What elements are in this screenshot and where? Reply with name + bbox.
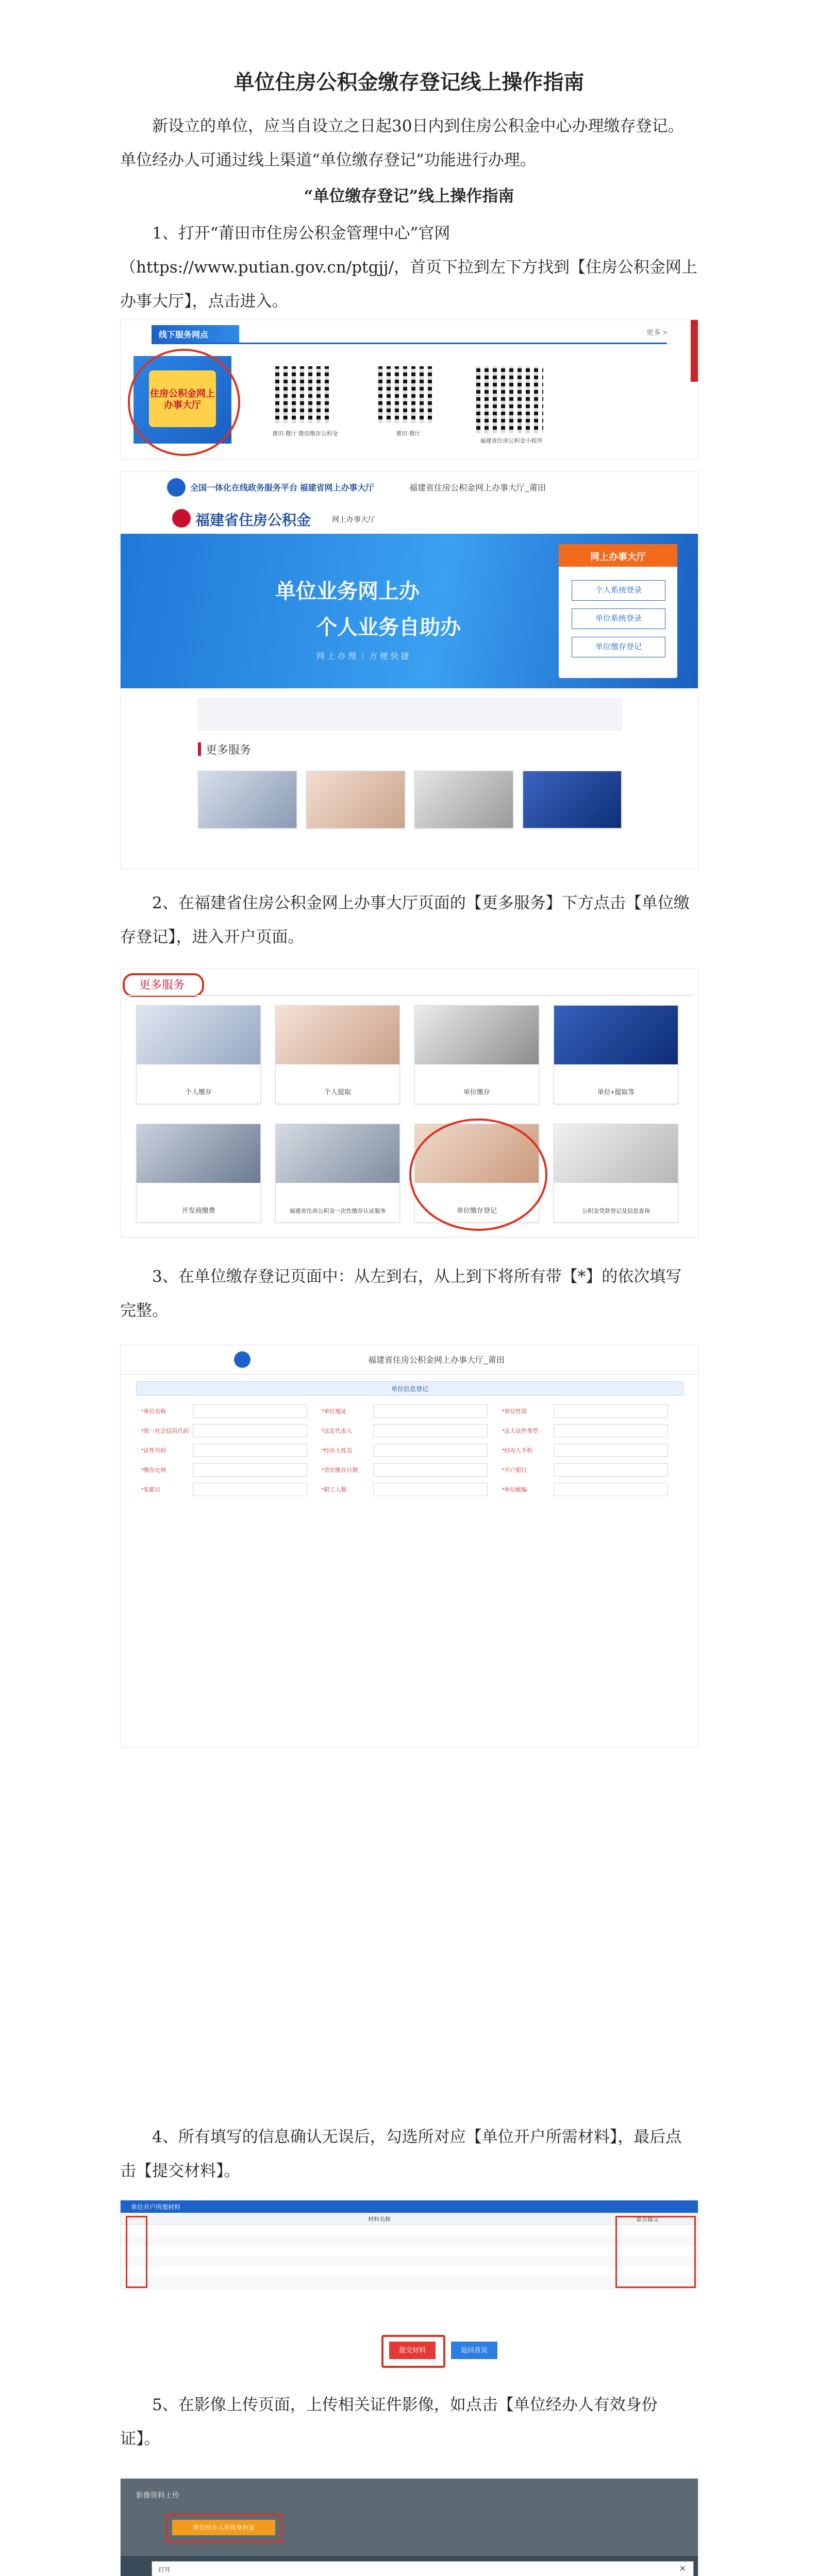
highlight-box	[615, 2216, 696, 2288]
brand-name: 福建省住房公积金	[195, 512, 311, 528]
form-field[interactable]	[193, 1424, 307, 1437]
screenshot-materials	[120, 2200, 698, 2289]
file-dialog-title: 打开	[158, 2566, 171, 2573]
form-field[interactable]	[554, 1444, 668, 1457]
screenshot-official-site	[120, 319, 698, 460]
more-services-header: 更多服务	[139, 978, 185, 991]
qr-caption: 莆田·微厅	[396, 431, 421, 437]
section-tab	[152, 325, 239, 343]
service-card[interactable]	[414, 1005, 539, 1104]
service-card-label: 公积金贷款登记及信息查询	[582, 1208, 650, 1214]
highlight-box	[381, 2335, 445, 2368]
upload-page	[121, 2479, 698, 2556]
materials-header: 单位开户所需材料	[131, 2204, 181, 2211]
service-card-label: 个人缴存	[185, 1088, 212, 1096]
section-heading: 线下服务网点	[159, 331, 209, 340]
file-dialog-titlebar	[152, 2562, 693, 2576]
login-panel	[559, 544, 677, 678]
service-card[interactable]	[554, 1005, 678, 1104]
form-field[interactable]	[373, 1404, 488, 1418]
step4-text: 4、所有填写的信息确认无误后，勾选所对应【单位开户所需材料】，最后点击【提交材料】。	[120, 2128, 682, 2180]
qr-caption: 莆田·微厅 微信缴存公积金	[272, 431, 338, 437]
service-card[interactable]	[136, 1005, 261, 1104]
materials-col-status: 是否提交	[636, 2216, 659, 2223]
form-label: *经办人手机	[502, 1448, 533, 1454]
upload-title: 影像资料上传	[136, 2491, 179, 2499]
form-label: *单位性质	[502, 1409, 527, 1415]
more-services-heading: 更多服务	[206, 743, 252, 756]
top-right-text: 福建省住房公积金网上办事大厅_莆田	[409, 484, 546, 493]
slogan-1: 单位业务网上办	[275, 580, 420, 603]
notice-strip	[198, 699, 622, 731]
service-card[interactable]	[136, 1124, 261, 1223]
unit-register-button[interactable]: 单位缴存登记	[572, 637, 665, 657]
form-field[interactable]	[193, 1404, 307, 1418]
form-field[interactable]	[193, 1444, 307, 1457]
slogan-2: 个人业务自助办	[316, 616, 461, 639]
form-label: *首次缴存日期	[322, 1467, 358, 1473]
form-field[interactable]	[373, 1424, 488, 1437]
form-label: *单位邮编	[502, 1487, 527, 1493]
screenshot-register-form	[120, 1345, 698, 1748]
login-panel-title: 网上办事大厅	[590, 552, 646, 562]
form-field[interactable]	[193, 1483, 307, 1496]
brand-logo-icon	[172, 509, 191, 528]
divider	[126, 995, 693, 996]
service-card-label: 个人提取	[324, 1088, 351, 1096]
doc-title: 单位住房公积金缴存登记线上操作指南	[233, 71, 585, 94]
more-link[interactable]: 更多 >	[646, 328, 667, 336]
form-field[interactable]	[373, 1444, 488, 1457]
materials-header-bar	[121, 2200, 698, 2213]
form-label: *职工人数	[322, 1487, 347, 1493]
form-field[interactable]	[373, 1463, 488, 1477]
service-card-label: 单位缴存登记	[456, 1207, 497, 1214]
gov-logo-icon	[167, 478, 186, 497]
form-field[interactable]	[193, 1463, 307, 1477]
form-field[interactable]	[554, 1404, 668, 1418]
qr-code-icon	[378, 366, 435, 423]
service-card[interactable]	[275, 1005, 400, 1104]
form-field[interactable]	[554, 1424, 668, 1437]
subtitle: “单位缴存登记”线上操作指南	[304, 187, 514, 206]
service-thumbnail[interactable]	[198, 771, 297, 828]
brand-bar	[121, 503, 698, 534]
section-marker	[198, 742, 201, 756]
side-strip	[691, 320, 698, 382]
unit-login-button[interactable]: 单位系统登录	[572, 608, 665, 629]
form-field[interactable]	[373, 1483, 488, 1496]
screenshot-service-hall	[120, 471, 698, 869]
form-label: *统一社会信用代码	[141, 1428, 189, 1434]
service-thumbnail[interactable]	[523, 771, 622, 828]
materials-rows	[121, 2225, 698, 2287]
service-card[interactable]	[275, 1124, 400, 1223]
form-section	[136, 1381, 683, 1396]
form-section-title: 单位信息登记	[391, 1385, 428, 1393]
slogan-3: 网 上 办 理 ｜ 方 便 快 捷	[316, 652, 409, 661]
form-header: 福建省住房公积金网上办事大厅_莆田	[368, 1356, 505, 1365]
form-field[interactable]	[554, 1463, 668, 1477]
close-icon[interactable]: ✕	[679, 2565, 686, 2573]
hall-label: 住房公积金网上办事大厅	[150, 388, 215, 410]
screenshot-more-services	[120, 969, 698, 1238]
qr-code-icon	[275, 366, 332, 423]
form-label: *法定代表人	[322, 1428, 353, 1434]
login-panel-header	[559, 544, 677, 567]
highlight-circle	[409, 1118, 547, 1231]
step3-text: 3、在单位缴存登记页面中：从左到右，从上到下将所有带【*】的依次填写完整。	[120, 1267, 682, 1320]
form-field[interactable]	[554, 1483, 668, 1496]
service-card-label: 开发商缴费	[181, 1207, 215, 1214]
form-label: *经办人姓名	[322, 1448, 353, 1454]
service-card-label: 单位缴存	[463, 1088, 490, 1096]
qr-code-icon	[476, 366, 543, 433]
qr-caption: 福建省住房公积金小程序	[480, 438, 543, 444]
highlight-box	[126, 2216, 147, 2288]
materials-col-name: 材料名称	[368, 2216, 391, 2223]
divider	[152, 343, 667, 344]
form-label: *开户银行	[502, 1467, 527, 1473]
screenshot-upload-dialog	[120, 2478, 698, 2576]
service-card-label: 单位+提取等	[597, 1088, 635, 1096]
form-label: *单位地址	[322, 1409, 347, 1415]
top-bar	[121, 472, 698, 503]
service-thumbnail[interactable]	[414, 771, 513, 828]
personal-login-button[interactable]: 个人系统登录	[572, 580, 665, 601]
form-label: *发薪日	[141, 1487, 161, 1493]
step2-text: 2、在福建省住房公积金网上办事大厅页面的【更多服务】下方点击【单位缴存登记】，进入开户页面。	[120, 894, 690, 946]
brand-sub: 网上办事大厅	[332, 515, 375, 523]
top-logo-text: 全国一体化在线政务服务平台 福建省网上办事大厅	[190, 484, 374, 493]
service-card[interactable]	[554, 1124, 678, 1223]
form-label: *缴存比例	[141, 1467, 166, 1473]
form-label: *证件号码	[141, 1448, 166, 1454]
service-thumbnail[interactable]	[306, 771, 405, 828]
service-card-label: 福建省住房公积金一次性缴存认证服务	[289, 1208, 386, 1214]
form-top-bar	[121, 1345, 698, 1375]
gov-logo-icon	[234, 1351, 251, 1368]
upload-id-button[interactable]: 单位经办人有效身份证	[172, 2520, 275, 2535]
hero-banner	[121, 534, 698, 688]
intro-paragraph: 新设立的单位，应当自设立之日起30日内到住房公积金中心办理缴存登记。单位经办人可通过线上渠道“单位缴存登记”功能进行办理。	[120, 117, 684, 170]
materials-columns	[121, 2213, 698, 2225]
highlight-box	[166, 2514, 282, 2543]
step1-text: 1、打开“莆田市住房公积金管理中心”官网（https://www.putian.gov.cn/ptgjj/，首页下拉到左下方找到【住房公积金网上办事大厅】，点击进入。	[120, 224, 698, 311]
submit-materials-button[interactable]: 提交材料	[389, 2342, 436, 2359]
back-home-button[interactable]: 返回首页	[451, 2342, 497, 2359]
form-label: *单位名称	[141, 1409, 166, 1415]
highlight-circle	[128, 349, 240, 456]
form-label: *法人证件类型	[502, 1428, 539, 1434]
file-dialog	[152, 2561, 694, 2576]
step5-text: 5、在影像上传页面，上传相关证件影像，如点击【单位经办人有效身份证】。	[120, 2396, 658, 2448]
